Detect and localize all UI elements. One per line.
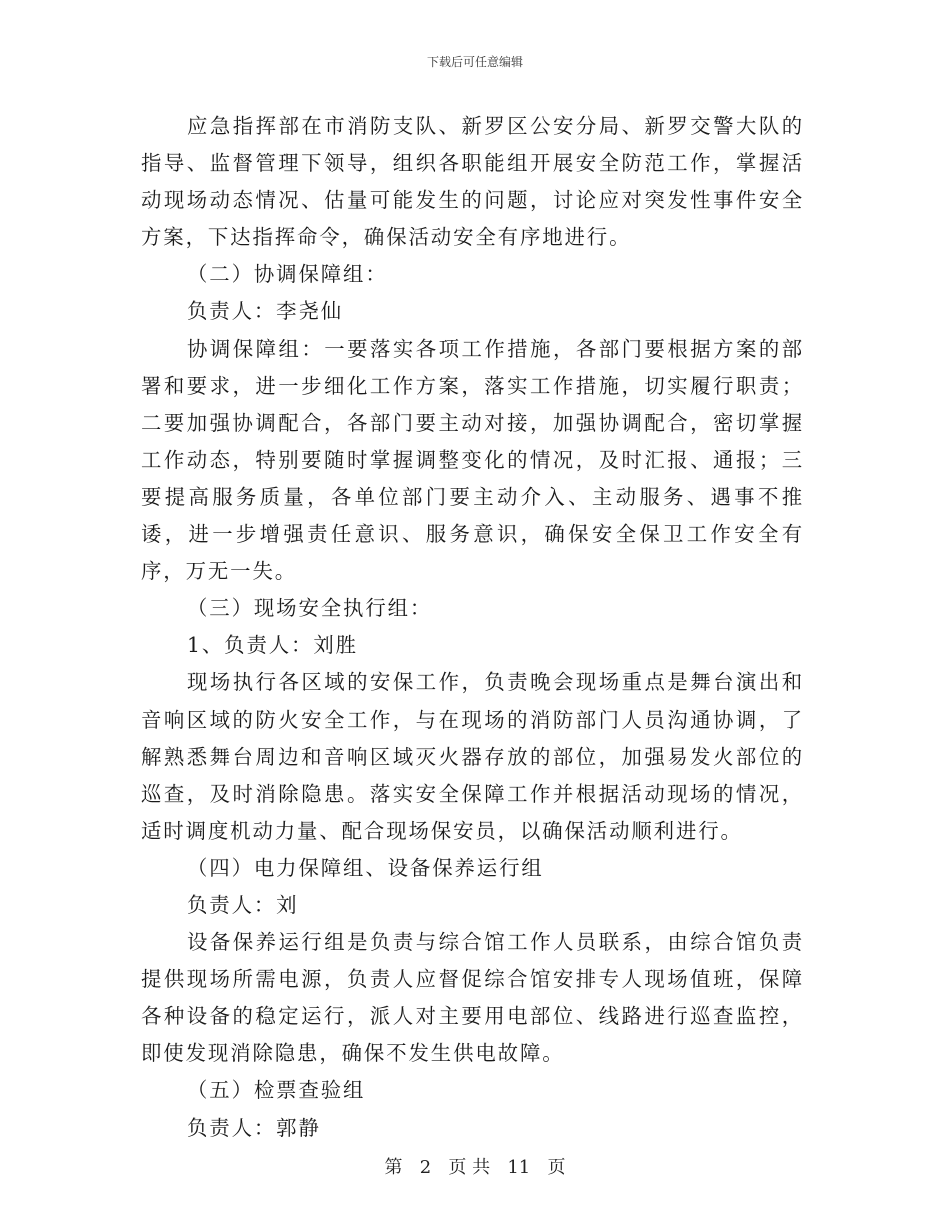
footer-total-pages: 11 <box>507 1157 531 1178</box>
section-heading-power-equipment: （四）电力保障组、设备保养运行组 <box>187 855 544 880</box>
page-header: 下载后可任意编辑 <box>426 55 523 69</box>
person-in-charge-onsite-security: 1、负责人：刘胜 <box>187 633 358 658</box>
footer-label-mid: 页 共 <box>448 1157 491 1178</box>
document-body <box>141 108 804 1147</box>
paragraph-coordination: 协调保障组：一要落实各项工作措施，各部门要根据方案的部署和要求，进一步细化工作方案，落实工作措施，切实履行职责；二要加强协调配合，各部门要主动对接，加强协调配合，密切掌握工作动态，特别要随时掌握调整变化的情况，及时汇报、通报；三要提高服务质量，各单位部门要主动介入、主动服务、遇事不推诿，进一步增强责任意识、服务意识，确保安全保卫工作安全有序，万无一失。 <box>141 336 804 584</box>
section-heading-ticket-check: （五）检票查验组 <box>187 1078 366 1103</box>
footer-page-number: 2 <box>419 1157 432 1178</box>
footer-label-pre: 第 <box>384 1157 403 1178</box>
page-footer <box>0 1153 950 1179</box>
section-heading-onsite-security: （三）现场安全执行组： <box>187 596 433 621</box>
section-heading-coordination: （二）协调保障组： <box>187 262 388 287</box>
footer-label-post: 页 <box>547 1157 566 1178</box>
paragraph-power-equipment: 设备保养运行组是负责与综合馆工作人员联系，由综合馆负责提供现场所需电源，负责人应督促综合馆安排专人现场值班，保障各种设备的稳定运行，派人对主要用电部位、线路进行巡查监控，即使发现消除隐患，确保不发生供电故障。 <box>141 930 804 1066</box>
paragraph-command-center: 应急指挥部在市消防支队、新罗区公安分局、新罗交警大队的指导、监督管理下领导，组织各职能组开展安全防范工作，掌握活动现场动态情况、估量可能发生的问题，讨论应对突发性事件安全方案，下达指挥命令，确保活动安全有序地进行。 <box>141 114 804 250</box>
person-in-charge-coordination: 负责人：李尧仙 <box>187 299 344 324</box>
person-in-charge-ticket-check: 负责人：郭静 <box>187 1115 321 1140</box>
person-in-charge-power-equipment: 负责人：刘 <box>187 892 299 917</box>
paragraph-onsite-security: 现场执行各区域的安保工作，负责晚会现场重点是舞台演出和音响区域的防火安全工作，与在现场的消防部门人员沟通协调，了解熟悉舞台周边和音响区域灭火器存放的部位，加强易发火部位的巡查，及时消除隐患。落实安全保障工作并根据活动现场的情况，适时调度机动力量、配合现场保安员，以确保活动顺利进行。 <box>141 670 804 843</box>
